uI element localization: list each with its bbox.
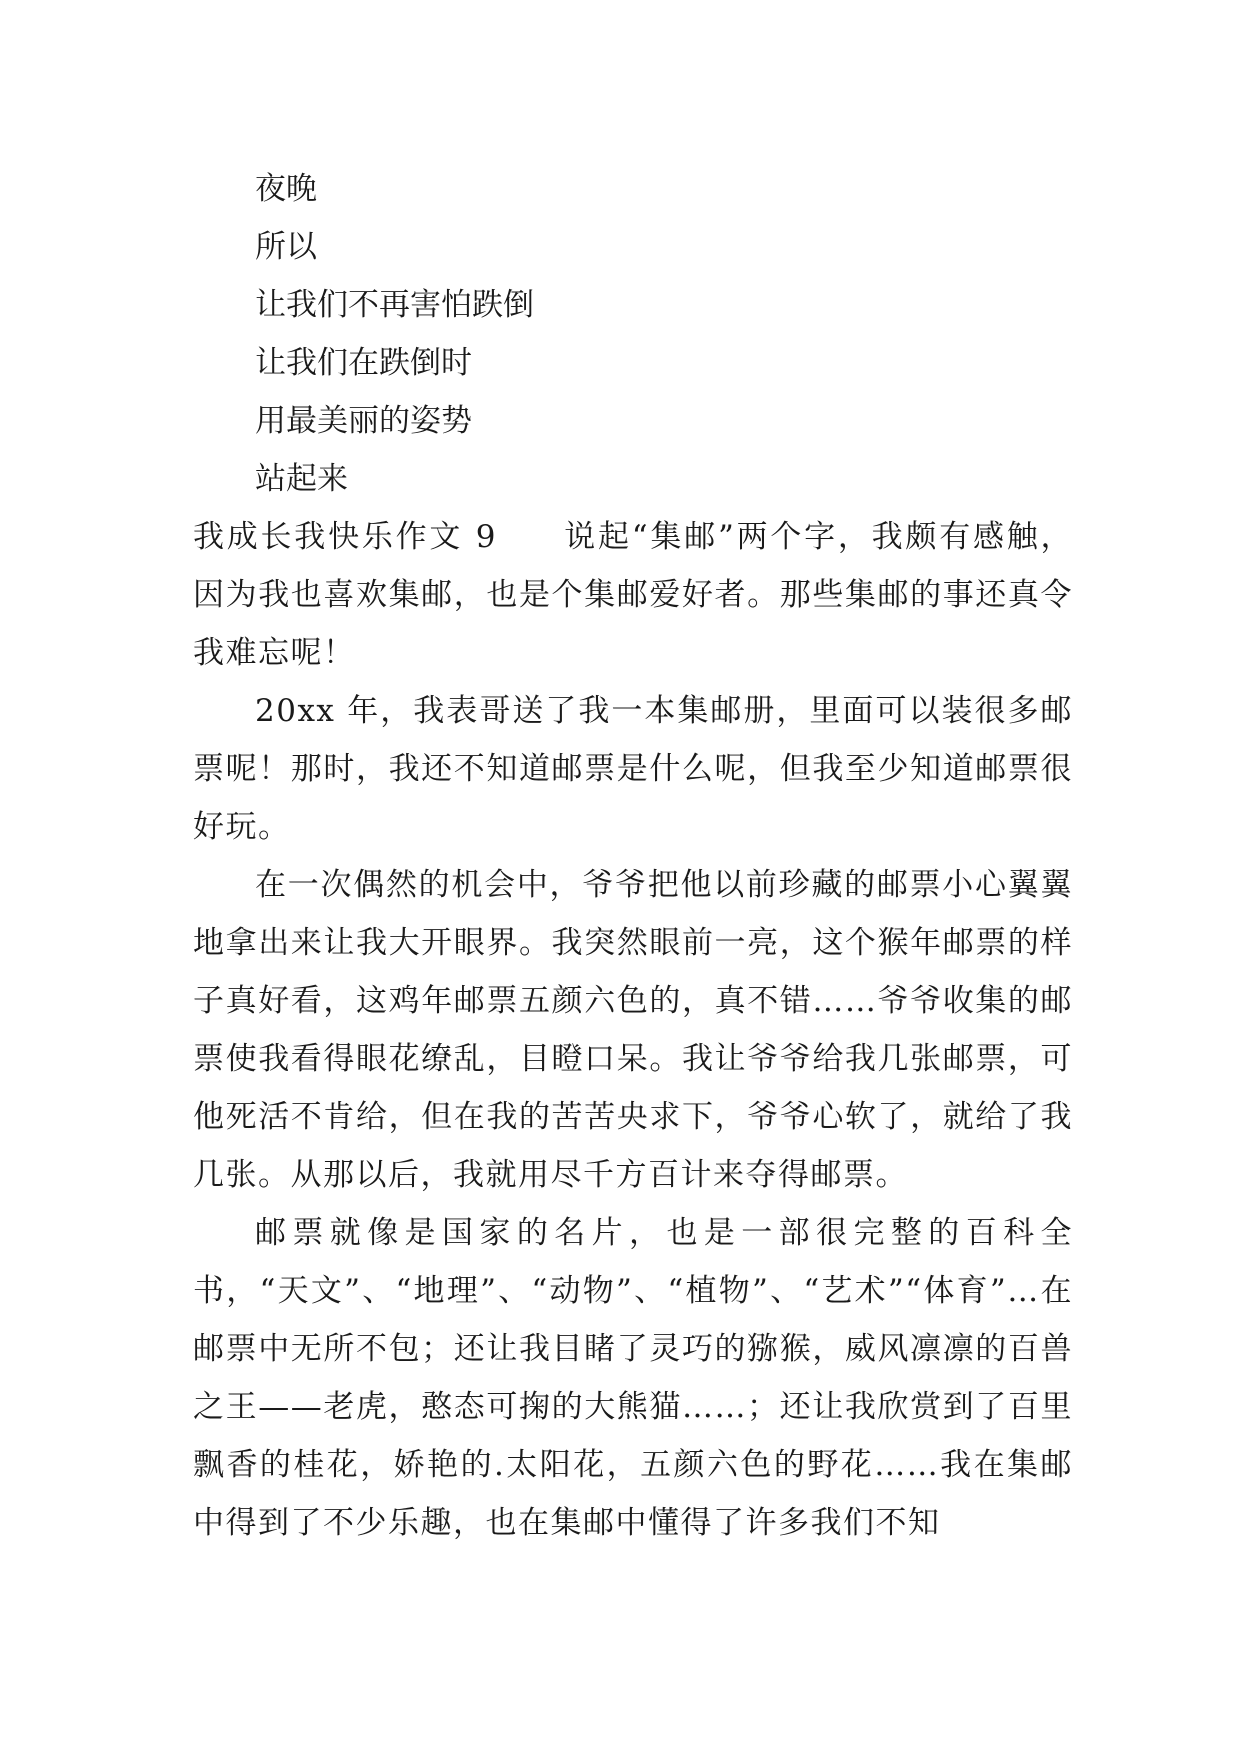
poem-line: 站起来 bbox=[255, 461, 348, 497]
essay-paragraph: 在一次偶然的机会中，爷爷把他以前珍藏的邮票小心翼翼地拿出来让我大开眼界。我突然眼前一亮，这个猴年邮票的样子真好看，这鸡年邮票五颜六色的，真不错……爷爷收集的邮票使我看得眼花缭乱，目瞪口呆。我让爷爷给我几张邮票，可他死活不肯给，但在我的苦苦央求下，爷爷心软了，就给了我几张。从那以后，我就用尽千方百计来夺得邮票。 bbox=[193, 867, 1073, 1193]
poem-line: 所以 bbox=[255, 229, 317, 265]
document-body bbox=[193, 160, 1073, 1552]
poem-line: 用最美丽的姿势 bbox=[255, 403, 472, 439]
essay-first-paragraph: 说起“集邮”两个字，我颇有感触，因为我也喜欢集邮，也是个集邮爱好者。那些集邮的事还真令我难忘呢！ bbox=[193, 519, 1073, 671]
poem-line: 夜晚 bbox=[255, 171, 317, 207]
essay-paragraph: 邮票就像是国家的名片，也是一部很完整的百科全书，“天文”、“地理”、“动物”、“植物”、“艺术”“体育”…在邮票中无所不包；还让我目睹了灵巧的猕猴，威风凛凛的百兽之王——老虎，憨态可掬的大熊猫……；还让我欣赏到了百里飘香的桂花，娇艳的.太阳花，五颜六色的野花……我在集邮中得到了不少乐趣，也在集邮中懂得了许多我们不知 bbox=[193, 1215, 1073, 1541]
essay-heading: 我成长我快乐作文 9 bbox=[193, 519, 497, 555]
essay-paragraph: 20xx 年，我表哥送了我一本集邮册，里面可以装很多邮票呢！那时，我还不知道邮票是什么呢，但我至少知道邮票很好玩。 bbox=[193, 693, 1073, 845]
poem-block bbox=[193, 160, 1073, 508]
poem-line: 让我们不再害怕跌倒 bbox=[255, 287, 534, 323]
poem-line: 让我们在跌倒时 bbox=[255, 345, 472, 381]
essay-opening-paragraph bbox=[193, 508, 1073, 682]
